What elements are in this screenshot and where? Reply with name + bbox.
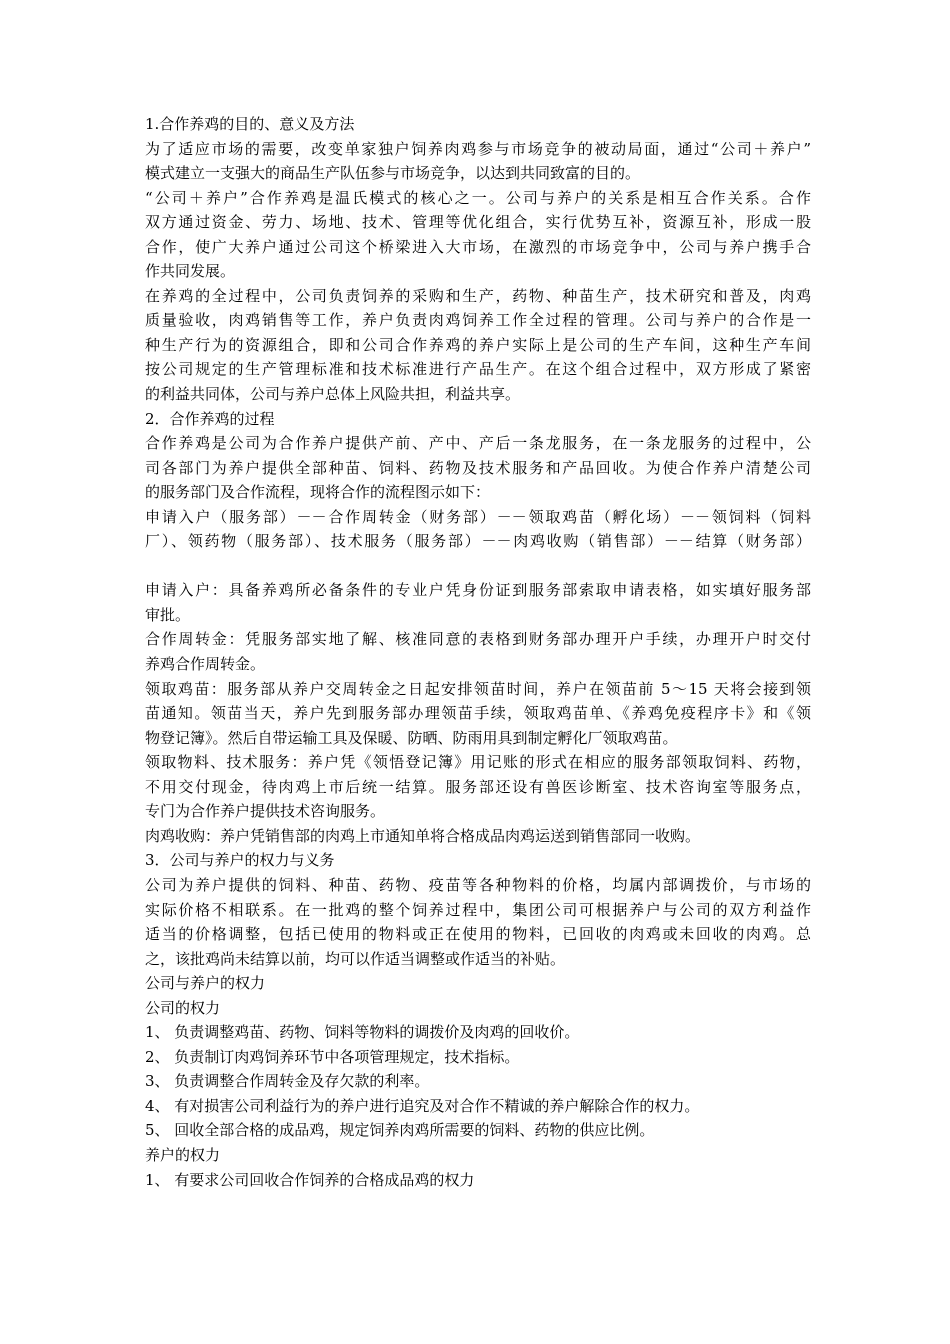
text-line: 在养鸡的全过程中，公司负责饲养的采购和生产，药物、种苗生产，技术研究和普及，肉鸡 [145,286,811,305]
text-line: 实际价格不相联系。在一批鸡的整个饲养过程中，集团公司可根据养户与公司的双方利益作 [145,900,811,919]
text-line: 合作周转金：凭服务部实地了解、核准同意的表格到财务部办理开户手续，办理开户时交付 [145,630,811,649]
text-line: 不用交付现金，待肉鸡上市后统一结算。服务部还设有兽医诊断室、技术咨询室等服务点， [145,777,811,796]
text-line: 的利益共同体，公司与养户总体上风险共担，利益共享。 [145,385,521,404]
text-line: 司各部门为养户提供全部种苗、饲料、药物及技术服务和产品回收。为使合作养户清楚公司 [145,458,811,477]
text-line: 3、 负责调整合作周转金及存欠款的利率。 [145,1072,430,1091]
text-line: 4、 有对损害公司利益行为的养户进行追究及对合作不精诚的养户解除合作的权力。 [145,1096,700,1115]
text-line: 1.合作养鸡的目的、意义及方法 [145,115,355,133]
text-line: 2．合作养鸡的过程 [145,409,275,428]
text-line: 厂）、领药物（服务部）、技术服务（服务部）－－肉鸡收购（销售部）－－结算（财务部） [145,532,811,551]
text-line: 苗通知。领苗当天，养户先到服务部办理领苗手续，领取鸡苗单、《养鸡免疫程序卡》和《领 [145,704,811,723]
text-line: 合作，使广大养户通过公司这个桥梁进入大市场，在激烈的市场竞争中，公司与养户携手合 [145,237,811,256]
text-line: 领取鸡苗：服务部从养户交周转金之日起安排领苗时间，养户在领苗前 5～15 天将会接到领 [145,679,811,698]
text-line: 3．公司与养户的权力与义务 [145,851,335,870]
text-line: 申请入户：具备养鸡所必备条件的专业户凭身份证到服务部索取申请表格，如实填好服务部 [145,581,811,600]
text-line: 1、 有要求公司回收合作饲养的合格成品鸡的权力 [145,1170,475,1189]
text-line: 公司与养户的权力 [145,974,266,993]
text-line: 种生产行为的资源组合，即和公司合作养鸡的养户实际上是公司的生产车间，这种生产车间 [145,335,811,354]
text-line: 适当的价格调整，包括已使用的物料或正在使用的物料，已回收的肉鸡或未回收的肉鸡。总 [145,925,811,944]
text-line: 养户的权力 [145,1145,221,1164]
text-line: 作共同发展。 [145,262,236,281]
text-line: 5、 回收全部合格的成品鸡，规定饲养肉鸡所需要的饲料、药物的供应比例。 [145,1121,655,1140]
text-line: 公司的权力 [145,998,221,1017]
text-line: 模式建立一支强大的商品生产队伍参与市场竞争，以达到共同致富的目的。 [145,164,641,183]
text-line: 之，该批鸡尚未结算以前，均可以作适当调整或作适当的补贴。 [145,949,566,968]
text-line: “公司＋养户”合作养鸡是温氏模式的核心之一。公司与养户的关系是相互合作关系。合作 [145,188,811,207]
text-line: 物登记簿》。然后自带运输工具及保暖、防晒、防雨用具到制定孵化厂领取鸡苗。 [145,728,678,747]
text-line: 2、 负责制订肉鸡饲养环节中各项管理规定，技术指标。 [145,1047,520,1066]
document-body [145,112,811,1192]
text-line: 的服务部门及合作流程，现将合作的流程图示如下： [145,483,491,502]
text-line [145,554,811,579]
text-line: 为了适应市场的需要，改变单家独户饲养肉鸡参与市场竞争的被动局面，通过“公司＋养户” [145,139,811,158]
text-line: 审批。 [145,605,191,624]
text-line: 按公司规定的生产管理标准和技术标准进行产品生产。在这个组合过程中，双方形成了紧密 [145,360,811,379]
text-line: 领取物料、技术服务：养户凭《领悟登记簿》用记账的形式在相应的服务部领取饲料、药物， [145,753,811,772]
text-line: 肉鸡收购：养户凭销售部的肉鸡上市通知单将合格成品肉鸡运送到销售部同一收购。 [145,826,701,845]
text-line: 公司为养户提供的饲料、种苗、药物、疫苗等各种物料的价格，均属内部调拨价，与市场的 [145,875,811,894]
text-line: 申请入户（服务部）－－合作周转金（财务部）－－领取鸡苗（孵化场）－－领饲料（饲料 [145,507,811,526]
text-line: 双方通过资金、劳力、场地、技术、管理等优化组合，实行优势互补，资源互补，形成一股 [145,213,811,232]
text-line: 养鸡合作周转金。 [145,655,266,674]
text-line: 专门为合作养户提供技术咨询服务。 [145,802,386,821]
text-line: 1、 负责调整鸡苗、药物、饲料等物料的调拨价及肉鸡的回收价。 [145,1023,580,1042]
text-line: 质量验收，肉鸡销售等工作，养户负责肉鸡饲养工作全过程的管理。公司与养户的合作是一 [145,311,811,330]
text-line: 合作养鸡是公司为合作养户提供产前、产中、产后一条龙服务，在一条龙服务的过程中，公 [145,434,811,453]
